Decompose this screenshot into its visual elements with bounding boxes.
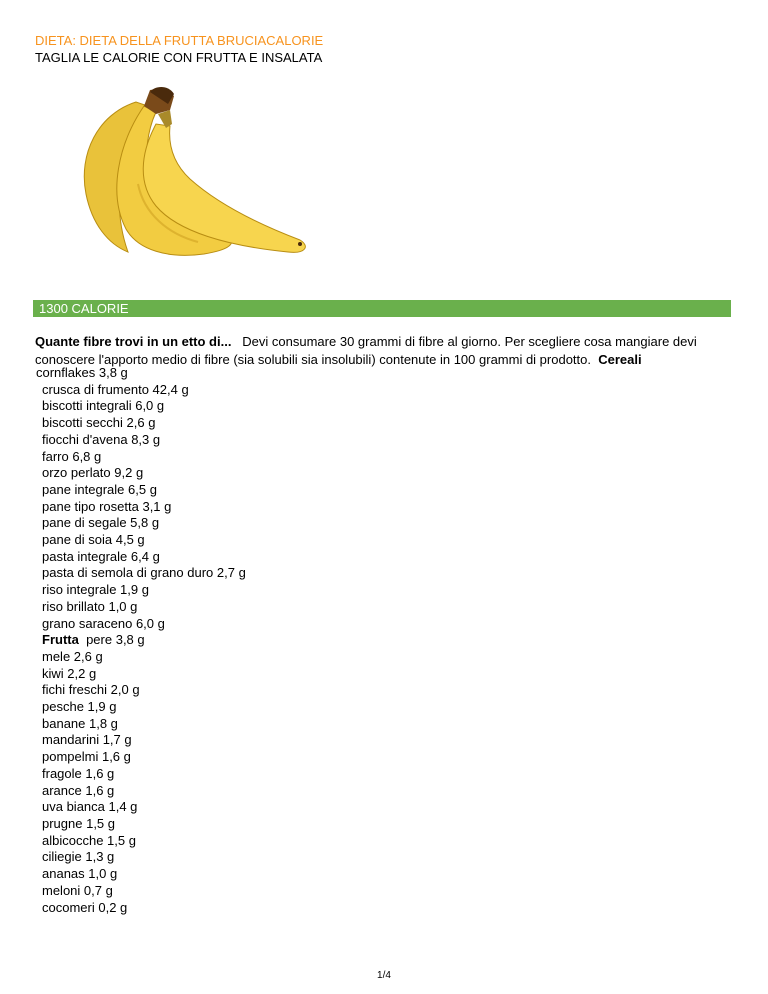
list-item: mele 2,6 g <box>42 648 103 664</box>
article-title: DIETA: DIETA DELLA FRUTTA BRUCIACALORIE <box>35 33 324 48</box>
list-item: kiwi 2,2 g <box>42 665 97 681</box>
list-item: orzo perlato 9,2 g <box>42 465 144 481</box>
list-item: grano saraceno 6,0 g <box>42 615 165 631</box>
intro-paragraph <box>35 333 735 369</box>
list-item: pane di segale 5,8 g <box>42 515 160 531</box>
list-item: ananas 1,0 g <box>42 866 118 882</box>
list-item: prugne 1,5 g <box>42 815 116 831</box>
list-item: fichi freschi 2,0 g <box>42 682 140 698</box>
list-item: biscotti integrali 6,0 g <box>42 398 165 414</box>
list-item: biscotti secchi 2,6 g <box>42 415 156 431</box>
intro-text: Devi consumare 30 grammi di fibre al giorno. Per scegliere cosa mangiare devi conoscere l'apporto medio di fibre (sia solubili sia insolubili) contenute in 100 grammi di prodotto. <box>35 334 697 367</box>
list-item: banane 1,8 g <box>42 715 118 731</box>
list-item: mandarini 1,7 g <box>42 732 132 748</box>
list-item: ciliegie 1,3 g <box>42 849 115 865</box>
list-item: pompelmi 1,6 g <box>42 749 131 765</box>
page-number: 1/4 <box>377 970 391 981</box>
list-item: riso integrale 1,9 g <box>42 582 149 598</box>
intro-lead: Quante fibre trovi in un etto di... <box>35 334 232 349</box>
list-item: pane integrale 6,5 g <box>42 481 157 497</box>
list-item: riso brillato 1,0 g <box>42 598 138 614</box>
list-item: pasta integrale 6,4 g <box>42 548 160 564</box>
list-item: pasta di semola di grano duro 2,7 g <box>42 565 246 581</box>
article-subtitle: TAGLIA LE CALORIE CON FRUTTA E INSALATA <box>35 50 323 65</box>
list-item: farro 6,8 g <box>42 448 102 464</box>
frutta-heading: Frutta <box>42 632 79 648</box>
list-item: arance 1,6 g <box>42 782 115 798</box>
fibre-list <box>36 365 246 916</box>
list-item: pesche 1,9 g <box>42 699 117 715</box>
cereali-heading: Cereali <box>598 352 642 367</box>
list-item: cornflakes 3,8 g <box>36 365 128 380</box>
section-bar-label: 1300 CALORIE <box>39 301 129 316</box>
list-item: meloni 0,7 g <box>42 882 113 898</box>
frutta-row <box>42 632 246 649</box>
list-item: pere 3,8 g <box>86 632 145 648</box>
section-bar <box>33 300 731 317</box>
list-item: uva bianca 1,4 g <box>42 799 138 815</box>
list-item: fiocchi d'avena 8,3 g <box>42 431 161 447</box>
list-item: pane tipo rosetta 3,1 g <box>42 498 172 514</box>
list-item: fragole 1,6 g <box>42 765 115 781</box>
banana-image <box>78 84 310 256</box>
list-item: pane di soia 4,5 g <box>42 532 145 548</box>
list-item: albicocche 1,5 g <box>42 832 136 848</box>
list-item: cocomeri 0,2 g <box>42 899 128 915</box>
list-item: crusca di frumento 42,4 g <box>42 381 189 397</box>
